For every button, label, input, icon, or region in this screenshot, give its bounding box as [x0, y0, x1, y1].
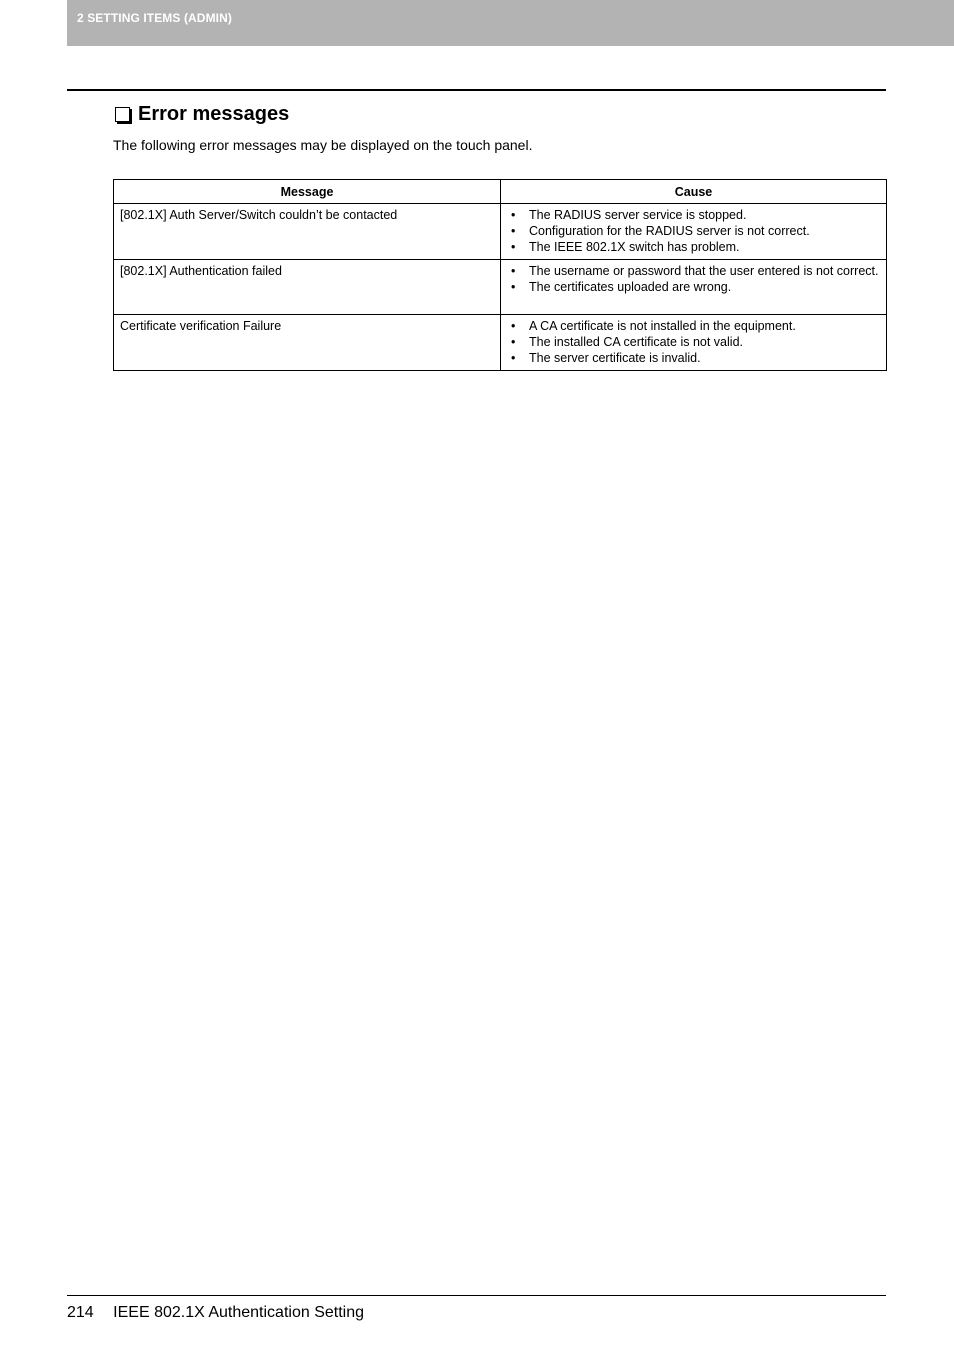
- cause-item: • The installed CA certificate is not valid.: [507, 334, 880, 350]
- cause-item: • Configuration for the RADIUS server is not correct.: [507, 223, 880, 239]
- chapter-header-bar: [67, 0, 954, 46]
- cause-item: • A CA certificate is not installed in the equipment.: [507, 318, 880, 334]
- table-header-row: [114, 180, 887, 204]
- header-message: Message: [114, 180, 501, 204]
- cause-item: • The IEEE 802.1X switch has problem.: [507, 239, 880, 255]
- chapter-title: 2 SETTING ITEMS (ADMIN): [77, 11, 232, 25]
- cause-item: • The server certificate is invalid.: [507, 350, 880, 366]
- footer-divider: [67, 1295, 886, 1296]
- page-number: 214: [67, 1304, 94, 1321]
- cause-list: [507, 207, 880, 255]
- section-divider: [67, 89, 886, 91]
- cause-list: [507, 318, 880, 366]
- table-row: [114, 260, 887, 315]
- cause-cell: [501, 204, 887, 260]
- intro-text: The following error messages may be displayed on the touch panel.: [113, 137, 533, 153]
- page-footer: [67, 1304, 364, 1322]
- section-heading: [113, 103, 289, 126]
- cause-item: • The certificates uploaded are wrong.: [507, 279, 880, 295]
- section-title-text: Error messages: [138, 103, 290, 125]
- cause-item: • The username or password that the user entered is not correct.: [507, 263, 880, 279]
- footer-title: IEEE 802.1X Authentication Setting: [113, 1304, 364, 1321]
- error-messages-table: [113, 179, 887, 371]
- message-cell: [802.1X] Auth Server/Switch couldn’t be contacted: [114, 204, 501, 260]
- message-cell: Certificate verification Failure: [114, 315, 501, 371]
- cause-cell: [501, 315, 887, 371]
- message-cell: [802.1X] Authentication failed: [114, 260, 501, 315]
- table-row: [114, 315, 887, 371]
- checkbox-bullet-icon: [115, 107, 130, 122]
- header-cause: Cause: [501, 180, 887, 204]
- table-row: [114, 204, 887, 260]
- cause-list: [507, 263, 880, 295]
- cause-cell: [501, 260, 887, 315]
- cause-item: • The RADIUS server service is stopped.: [507, 207, 880, 223]
